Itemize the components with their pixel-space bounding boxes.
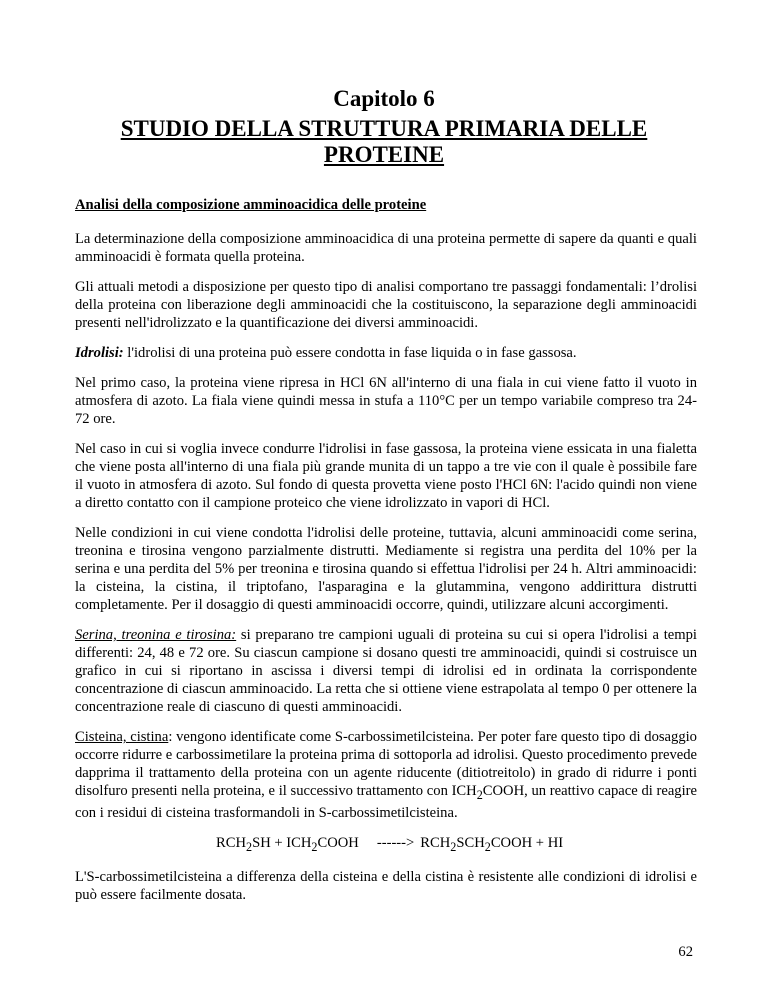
formula-sub: 2 [311,839,318,854]
subscript: 2 [476,787,483,802]
paragraph-methods: Gli attuali metodi a disposizione per questo tipo di analisi comportano tre passaggi fondamentali: l’drolisi della proteina con liberazione degli amminoacidi che la costituiscono, la separazione degli amminoacidi presenti nell'idrolizzato e la quantificazione dei diversi amminoacidi. [75,279,697,331]
formula-part: RCH [216,834,247,851]
serina-lead: Serina, treonina e tirosina: [75,627,237,643]
paragraph-serina [75,626,697,716]
paragraph-gas-phase: Nel caso in cui si voglia invece condurre l'idrolisi in fase gassosa, la proteina viene essicata in una fialetta che viene posta all'interno di una fiala più grande munita di un tappo a tre vie con il quale è possibile fare il vuoto in atmosfera di azoto. Sul fondo di questa provetta viene posto l'HCl 6N: l'acido quindi non viene a diretto contatto con il campione proteico che viene idrolizzato in vapori di HCl. [75,441,697,511]
chapter-label: Capitolo 6 [333,86,435,111]
paragraph-degradation: Nelle condizioni in cui viene condotta l'idrolisi delle proteine, tuttavia, alcuni amminoacidi come serina, treonina e tirosina vengono parzialmente distrutti. Mediamente si registra una perdita del 10% per la serina e una perdita del 5% per treonina e tirosina quando si effettua l'idrolisi per 24 h. Altri amminoacidi: la cisteina, la cistina, il triptofano, l'asparagina e la glutammina, vengono addirittura distrutti completamente. Per il dosaggio di questi amminoacidi occorre, quindi, utilizzare alcuni accorgimenti. [75,525,697,613]
cisteina-lead: Cisteina, cistina [75,729,169,745]
section-heading: Analisi della composizione amminoacidica delle proteine [75,197,427,213]
cisteina-text: : vengono identificate come S-carbossimetilcisteina. Per poter fare questo tipo di dosaggio occorre ridurre e carbossimetilare la proteina prima di sottoporla ad idrolisi. Questo procedimento prevede dapprima il trattamento della proteina con un agente riducente (ditiotreitolo) in grado di ridurre i ponti disolfuro presenti nella proteina, e il successivo trattamento con ICH [75,729,697,799]
formula-sub: 2 [246,839,253,854]
serina-text: si preparano tre campioni uguali di proteina su cui si opera l'idrolisi a tempi differenti: 24, 48 e 72 ore. Su ciascun campione si dosano questi tre amminoacidi, quindi si costruisce un grafico in cui si riportano in ascissa i diversi tempi di idrolisi ed in ordinata la corrispondente concentrazione di ciascun amminoacido. La retta che si ottiene viene estrapolata al tempo 0 per ottenere la concentrazione reale di ciascuno di questi amminoacidi. [75,627,697,715]
formula-sub: 2 [450,839,457,854]
page-number: 62 [678,944,693,960]
formula-part: RCH [420,834,451,851]
formula-part: SCH [456,834,485,851]
paragraph-idrolisi [75,344,697,362]
paragraph-liquid-phase: Nel primo caso, la proteina viene ripresa in HCl 6N all'interno di una fiala in cui viene fatto il vuoto in atmosfera di azoto. La fiala viene quindi messa in stufa a 110°C per un tempo variabile compreso tra 24-72 ore. [75,375,697,427]
reaction-formula [75,834,697,856]
formula-part: SH + ICH [252,834,312,851]
formula-sub: 2 [484,839,491,854]
formula-part: COOH [317,834,359,851]
chapter-title: STUDIO DELLA STRUTTURA PRIMARIA DELLE PROTEINE [120,116,648,167]
paragraph-cisteina [75,728,697,822]
body-text [75,196,697,916]
paragraph-intro: La determinazione della composizione amminoacidica di una proteina permette di sapere da quanti e quali amminoacidi è formata quella proteina. [75,231,697,265]
paragraph-conclusion: L'S-carbossimetilcisteina a differenza della cisteina e della cistina è resistente alle condizioni di idrolisi e può essere facilmente dosata. [75,868,697,903]
idrolisi-lead: Idrolisi: [75,345,124,361]
reaction-arrow: ------> [376,834,415,851]
idrolisi-text: l'idrolisi di una proteina può essere condotta in fase liquida o in fase gassosa. [123,345,577,361]
cisteina-tail: COOH, un reattivo capace di reagire con i residui di cisteina trasformandoli in S-carbossimetilcisteina. [75,783,697,821]
formula-part: COOH + HI [490,834,564,851]
